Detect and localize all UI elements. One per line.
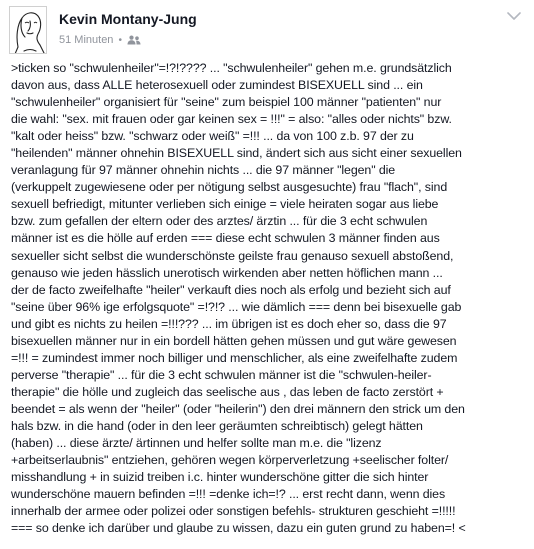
post-body-line: +arbeitserlaubnis" entziehen, gehören wegen körperverletzung +seelischer folter/ bbox=[11, 453, 449, 468]
post-body-line: veranlagung für 97 männer ohnehin nichts ... die 97 männer "legen" die bbox=[11, 163, 396, 178]
post-body-line: (verkuppelt zugewiesene oder per nötigung selbst ausgesuchte) frau "flach", sind bbox=[11, 180, 448, 195]
post-body-line: männer ist es die hölle auf erden === diese echt schwulen 3 männer finden aus bbox=[11, 231, 440, 246]
post-body-line: =!!! = zumindest immer noch billiger und menschlicher, als eine zweifelhafte zudem bbox=[11, 350, 458, 365]
avatar-sketch-icon bbox=[10, 7, 47, 54]
post-body-line: hals bzw. in die hand (oder in den leer geräumten schreibtisch) gelegt hätten bbox=[11, 418, 423, 433]
friends-icon[interactable] bbox=[127, 35, 141, 45]
post-body-line: die wahl: "sex. mit frauen oder gar keinen sex = !!!" = also: "alles oder nichts" bzw. bbox=[11, 112, 452, 127]
post-body-line: >ticken so "schwulenheiler"=!?!???? ... "schwulenheiler" gehen m.e. grundsätzlich bbox=[11, 61, 452, 75]
post-body-line: beendet = als wenn der "heiler" (oder "heilerin") den drei männern den strick um den bbox=[11, 401, 465, 416]
post-body-line: therapie" die hölle und zugleich das seelische aus , das leben de facto zerstört + bbox=[11, 384, 444, 399]
avatar[interactable] bbox=[9, 6, 47, 54]
post-header bbox=[0, 0, 534, 58]
post-body-line: und gibt es nichts zu heilen =!!!??? ... im übrigen ist es doch eher so, dass die 97 bbox=[11, 316, 447, 331]
post-body-line: "kalt oder heiss" bzw. "schwarz oder weiß" =!!! ... da von 100 z.b. 97 der zu bbox=[11, 129, 414, 144]
post-body-line: bisexuellen männer nur in ein bordell hätten gehen müssen und gut wäre gewesen bbox=[11, 333, 457, 348]
post-body-line: === so denke ich darüber und glaube zu wissen, dazu ein guten grund zu haben=! < bbox=[11, 521, 466, 536]
post-timestamp[interactable]: 51 Minuten bbox=[59, 34, 114, 46]
post-body-line: sexuell befriedigt, mitunter verlieben sich einige = viele heiraten sogar aus liebe bbox=[11, 197, 439, 212]
meta-separator: • bbox=[118, 34, 122, 46]
post-body-line: "schwulenheiler" organisiert für "seine" zum beispiel 100 männer "patienten" nur bbox=[11, 95, 442, 110]
post-body bbox=[11, 60, 527, 537]
post-body-line: "heilenden" männer ohnehin BISEXUELL sind, ändert sich aus sicht einer sexuellen bbox=[11, 146, 462, 161]
chevron-down-icon[interactable] bbox=[506, 10, 522, 22]
post-body-line: sexueller sicht selbst die wunderschönste geilste frau genauso sexuell abstoßend, bbox=[11, 248, 454, 263]
author-name[interactable]: Kevin Montany-Jung bbox=[59, 11, 197, 27]
post-body-line: (haben) ... diese ärzte/ ärtinnen und helfer sollte man m.e. die "lizenz bbox=[11, 436, 382, 451]
post-body-line: innerhalb der armee oder polizei oder sonstigen befehls- strukturen geschieht =!!!!! bbox=[11, 504, 456, 519]
post-body-line: genauso wie jeden hässlich unerotisch wirkenden aber netten höflichen mann ... bbox=[11, 265, 443, 280]
post-body-line: davon aus, dass ALLE heterosexuell oder zumindest BISEXUELL sind ... ein bbox=[11, 78, 423, 93]
post-body-line: "seine über 96% ige erfolgsquote" =!?!? ... wie dämlich === denn bei bisexuelle gab bbox=[11, 299, 462, 314]
post-body-line: der de facto zweifelhafte "heiler" verkauft dies noch als erfolg und bezieht sich auf bbox=[11, 282, 451, 297]
post-meta bbox=[59, 32, 141, 48]
post-body-line: misshandlung + in suizid treiben i.c. hinter wunderschöne gitter die sich hinter bbox=[11, 470, 429, 485]
post-body-line: perverse "therapie" ... für die 3 echt schwulen männer ist die "schwulen-heiler- bbox=[11, 367, 432, 382]
post-body-line: wunderschöne mauern befinden =!!! =denke ich=!? ... erst recht dann, wenn dies bbox=[11, 487, 446, 502]
post-body-line: bzw. zum gefallen der eltern oder des arztes/ ärztin ... für die 3 echt schwulen bbox=[11, 214, 428, 229]
